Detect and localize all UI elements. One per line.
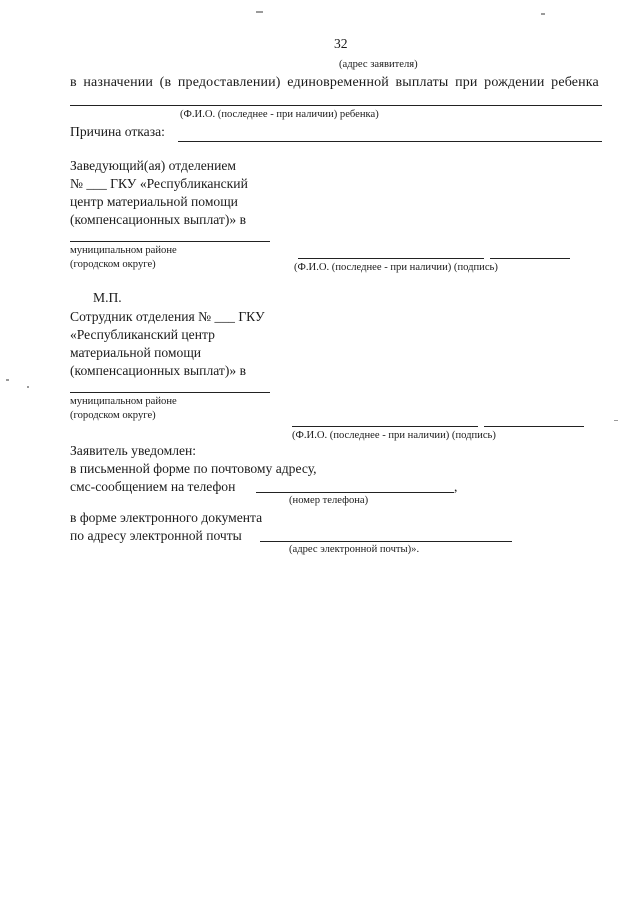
employee-district-caption: (городском округе) — [70, 410, 156, 421]
employee-signature-caption: (Ф.И.О. (последнее - при наличии) (подпись) — [292, 430, 496, 441]
head-name-line — [298, 258, 484, 259]
notification-title: Заявитель уведомлен: — [70, 443, 197, 458]
child-name-line — [70, 105, 602, 106]
notification-by-mail: в письменной форме по почтовому адресу, — [70, 461, 317, 476]
refusal-reason-label: Причина отказа: — [70, 124, 165, 139]
notification-by-electronic: в форме электронного документа — [70, 510, 263, 525]
scan-artifact — [256, 11, 263, 13]
head-block-line: Заведующий(ая) отделением — [70, 158, 236, 173]
head-block-line: № ___ ГКУ «Республиканский — [70, 176, 248, 191]
head-signature-line — [490, 258, 570, 259]
refusal-reason-line — [178, 141, 602, 142]
head-district-line — [70, 241, 270, 242]
decision-text: в назначении (в предоставлении) единовременной выплаты при рождении ребенка — [70, 75, 599, 90]
notification-by-sms-label: смс-сообщением на телефон — [70, 479, 236, 494]
scan-artifact — [614, 420, 618, 421]
email-caption: (адрес электронной почты)». — [289, 544, 420, 555]
employee-block-line: (компенсационных выплат)» в — [70, 363, 246, 378]
sms-trailing-comma: , — [454, 479, 458, 494]
head-signature-caption: (Ф.И.О. (последнее - при наличии) (подпись) — [294, 262, 498, 273]
employee-block-line: «Республиканский центр — [70, 327, 215, 342]
email-address-line — [260, 541, 512, 542]
notification-by-email-label: по адресу электронной почты — [70, 528, 242, 543]
child-name-caption: (Ф.И.О. (последнее - при наличии) ребенка) — [180, 109, 379, 120]
head-block-line: (компенсационных выплат)» в — [70, 212, 246, 227]
employee-block-line: материальной помощи — [70, 345, 202, 360]
employee-block-line: Сотрудник отделения № ___ ГКУ — [70, 309, 265, 324]
page-number: 32 — [334, 36, 348, 51]
phone-number-line — [256, 492, 454, 493]
applicant-address-caption: (адрес заявителя) — [339, 59, 418, 70]
head-district-caption: (городском округе) — [70, 259, 156, 270]
head-district-caption: муниципальном районе — [70, 245, 177, 256]
scan-artifact — [541, 13, 545, 15]
stamp-label: М.П. — [93, 290, 122, 305]
head-block-line: центр материальной помощи — [70, 194, 238, 209]
employee-district-line — [70, 392, 270, 393]
employee-district-caption: муниципальном районе — [70, 396, 177, 407]
phone-caption: (номер телефона) — [289, 495, 369, 506]
scan-artifact — [6, 379, 9, 381]
employee-signature-line — [484, 426, 584, 427]
employee-name-line — [292, 426, 478, 427]
scan-artifact — [27, 386, 29, 388]
